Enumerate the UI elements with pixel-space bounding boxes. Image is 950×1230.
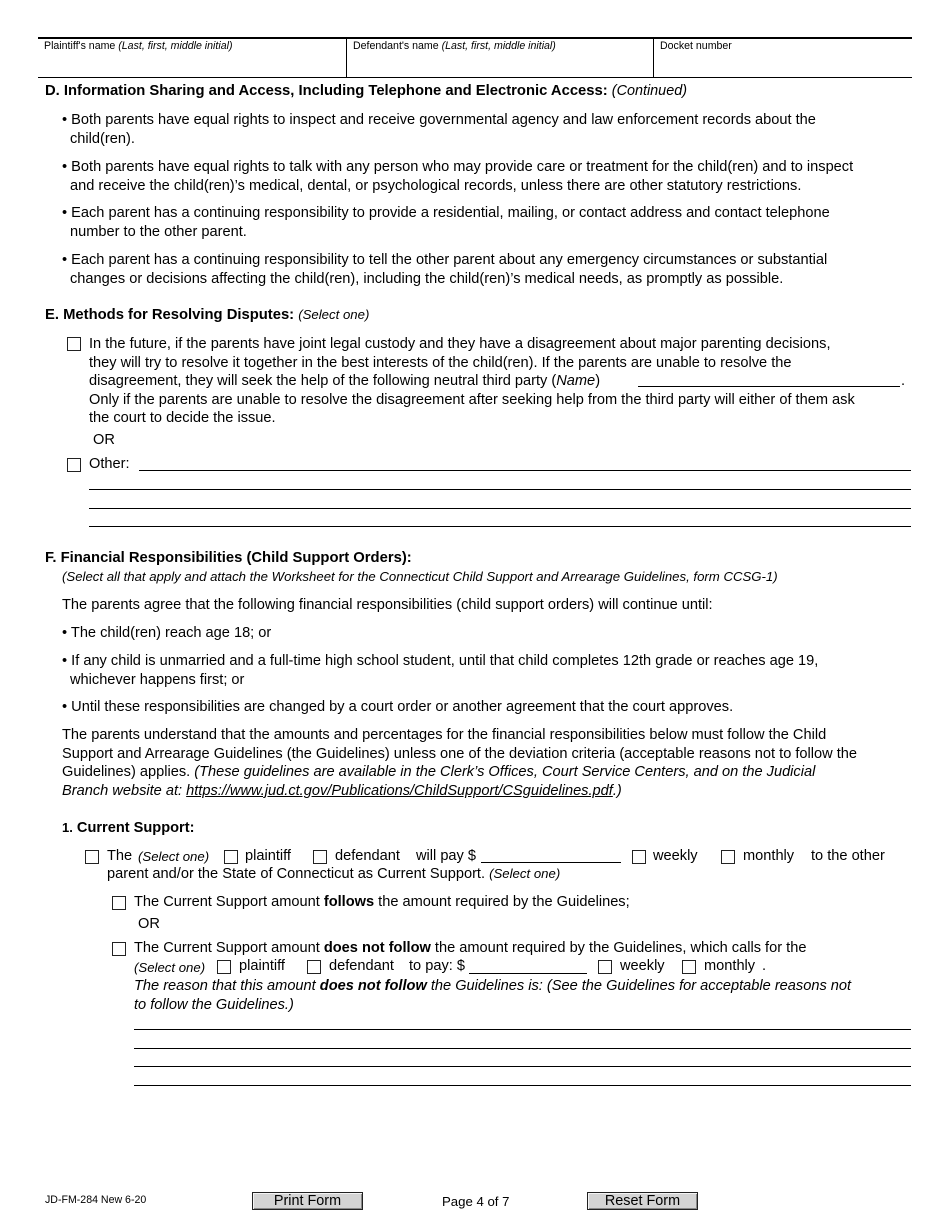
reason-line: to follow the Guidelines.) bbox=[134, 996, 294, 1013]
section-e-title: E. Methods for Resolving Disputes: bbox=[45, 307, 295, 323]
reason-text-bold: does not follow bbox=[319, 978, 427, 994]
nf-select-hint: (Select one) bbox=[134, 960, 206, 975]
neutral-third-party-checkbox[interactable] bbox=[67, 337, 81, 351]
follows-guidelines-checkbox[interactable] bbox=[112, 896, 126, 910]
section-d-bullet-3 bbox=[62, 204, 830, 241]
bullet-text: number to the other parent. bbox=[70, 223, 247, 240]
plaintiff-name-hint: (Last, first, middle initial) bbox=[118, 40, 233, 52]
cs-defendant-checkbox[interactable] bbox=[313, 850, 327, 864]
plaintiff-name-value[interactable] bbox=[38, 53, 346, 77]
section-e-select-hint: (Select one) bbox=[298, 307, 370, 322]
other-method-label: Other: bbox=[89, 456, 130, 472]
cs-weekly-checkbox[interactable] bbox=[632, 850, 646, 864]
paragraph-line: Support and Arrearage Guidelines (the Guidelines) unless one of the deviation criteria (acceptable reasons not to follow the bbox=[62, 745, 858, 762]
nf-text-bold: does not follow bbox=[323, 940, 431, 956]
section-e-or: OR bbox=[93, 432, 115, 448]
plaintiff-name-field[interactable] bbox=[38, 39, 346, 77]
paragraph-line bbox=[62, 782, 857, 801]
bullet-text: changes or decisions affecting the child(ren), including the child(ren)’s medical needs, as promptly as possible. bbox=[70, 270, 784, 287]
cs-amount-field[interactable] bbox=[481, 862, 621, 863]
nf-plaintiff-label: plaintiff bbox=[239, 958, 285, 974]
section-f-bullet-1: • The child(ren) reach age 18; or bbox=[62, 625, 272, 641]
reason-text-part: the Guidelines is: (See the Guidelines for acceptable reasons not bbox=[426, 978, 852, 994]
section-d-bullet-2 bbox=[62, 158, 853, 195]
other-method-line-3[interactable] bbox=[89, 508, 911, 509]
section-f-bullet-2 bbox=[62, 652, 818, 689]
bullet-text: and receive the child(ren)’s medical, dental, or psychological records, unless there are other statutory restrictions. bbox=[70, 177, 802, 194]
nf-text: The Current Support amount bbox=[134, 940, 324, 956]
nf-weekly-label: weekly bbox=[620, 958, 665, 974]
paragraph-text: Branch website at: bbox=[62, 782, 187, 799]
other-method-line-4[interactable] bbox=[89, 526, 911, 527]
nf-to-pay-label: to pay: $ bbox=[409, 958, 465, 974]
nf-defendant-label: defendant bbox=[329, 958, 394, 974]
bullet-text: • Each parent has a continuing responsibility to tell the other parent about any emergency circumstances or substantial bbox=[62, 252, 828, 268]
cs-line-2-text: parent and/or the State of Connecticut as Current Support. bbox=[107, 866, 486, 882]
bullet-text: whichever happens first; or bbox=[70, 671, 245, 688]
nf-monthly-label: monthly bbox=[704, 958, 756, 974]
cs-defendant-label: defendant bbox=[335, 848, 400, 864]
neutral-third-party-option bbox=[89, 335, 855, 428]
section-d-heading bbox=[45, 83, 687, 99]
does-not-follow-text bbox=[134, 940, 806, 956]
other-method-line-2[interactable] bbox=[89, 489, 911, 490]
defendant-name-hint: (Last, first, middle initial) bbox=[441, 40, 556, 52]
print-form-button[interactable]: Print Form bbox=[252, 1192, 363, 1210]
nf-defendant-checkbox[interactable] bbox=[307, 960, 321, 974]
cs-or: OR bbox=[138, 916, 160, 932]
paragraph-line bbox=[62, 763, 857, 782]
nf-monthly-checkbox[interactable] bbox=[682, 960, 696, 974]
guidelines-link[interactable]: https://www.jud.ct.gov/Publications/ChildSupport/CSguidelines.pdf bbox=[186, 782, 613, 799]
cs-will-pay-label: will pay $ bbox=[416, 848, 477, 864]
does-not-follow-checkbox[interactable] bbox=[112, 942, 126, 956]
neutral-third-party-name-field[interactable] bbox=[638, 386, 900, 387]
option-text bbox=[89, 372, 855, 391]
docket-number-field[interactable] bbox=[653, 39, 912, 77]
cs-monthly-label: monthly bbox=[743, 848, 795, 864]
follows-text-bold: follows bbox=[323, 894, 375, 910]
name-period: . bbox=[901, 373, 906, 389]
case-header bbox=[38, 37, 912, 78]
cs-line-2 bbox=[107, 866, 560, 882]
bullet-text: child(ren). bbox=[70, 130, 135, 147]
section-d-title: D. Information Sharing and Access, Including Telephone and Electronic Access: bbox=[45, 83, 608, 99]
other-method-checkbox[interactable] bbox=[67, 458, 81, 472]
reason-line-4[interactable] bbox=[134, 1085, 911, 1086]
nf-text: the amount required by the Guidelines, which calls for the bbox=[430, 940, 807, 956]
other-method-line-1[interactable] bbox=[139, 470, 911, 471]
nf-amount-field[interactable] bbox=[469, 973, 587, 974]
docket-number-label: Docket number bbox=[660, 40, 732, 52]
reset-form-button[interactable]: Reset Form bbox=[587, 1192, 698, 1210]
current-support-checkbox[interactable] bbox=[85, 850, 99, 864]
section-d-continued: (Continued) bbox=[611, 83, 687, 99]
section-f-title: F. Financial Responsibilities (Child Support Orders): bbox=[45, 550, 412, 566]
bullet-text: • Both parents have equal rights to talk with any person who may provide care or treatment for the child(ren) and to inspect bbox=[62, 159, 854, 175]
section-f-intro: The parents agree that the following financial responsibilities (child support orders) will continue until: bbox=[62, 597, 713, 613]
reason-line-1[interactable] bbox=[134, 1029, 911, 1030]
cs-select-hint: (Select one) bbox=[138, 849, 210, 864]
cs-plaintiff-label: plaintiff bbox=[245, 848, 291, 864]
name-hint: Name bbox=[556, 373, 596, 390]
nf-weekly-checkbox[interactable] bbox=[598, 960, 612, 974]
current-support-number: 1. bbox=[62, 820, 73, 835]
cs-monthly-checkbox[interactable] bbox=[721, 850, 735, 864]
reason-text bbox=[134, 977, 851, 1014]
paragraph-line: The parents understand that the amounts and percentages for the financial responsibilities below must follow the Child bbox=[62, 727, 827, 743]
option-text: they will try to resolve it together in the best interests of the child(ren). If the parents are unable to resolve the bbox=[89, 354, 792, 371]
defendant-name-label: Defendant's name bbox=[353, 40, 439, 52]
cs-line-2-select-hint: (Select one) bbox=[489, 866, 561, 881]
paragraph-text: (These guidelines are available in the Clerk’s Offices, Court Service Centers, and on the Judicial bbox=[194, 764, 816, 781]
option-text: In the future, if the parents have joint legal custody and they have a disagreement about major parenting decisions, bbox=[89, 336, 831, 352]
section-f-bullet-3: • Until these responsibilities are changed by a court order or another agreement that the court approves. bbox=[62, 699, 734, 715]
section-d-bullet-1 bbox=[62, 111, 816, 148]
cs-weekly-label: weekly bbox=[653, 848, 698, 864]
paragraph-text: .) bbox=[612, 782, 622, 799]
form-id: JD-FM-284 New 6-20 bbox=[45, 1194, 147, 1206]
cs-the-label: The bbox=[107, 848, 133, 864]
section-e-heading bbox=[45, 307, 369, 323]
reason-line bbox=[134, 977, 851, 996]
follows-guidelines-text bbox=[134, 894, 630, 910]
nf-plaintiff-checkbox[interactable] bbox=[217, 960, 231, 974]
option-text-part: ) bbox=[595, 373, 601, 390]
bullet-text: • Both parents have equal rights to inspect and receive governmental agency and law enforcement records about the bbox=[62, 112, 816, 128]
current-support-title: Current Support: bbox=[76, 820, 195, 836]
option-text: the court to decide the issue. bbox=[89, 410, 276, 427]
section-d-bullet-4 bbox=[62, 251, 827, 288]
reason-line-3[interactable] bbox=[134, 1066, 911, 1067]
reason-text-part: The reason that this amount bbox=[134, 978, 320, 994]
plaintiff-name-label: Plaintiff's name bbox=[44, 40, 116, 52]
bullet-text: • Each parent has a continuing responsibility to provide a residential, mailing, or contact address and contact telephone bbox=[62, 205, 830, 221]
reason-line-2[interactable] bbox=[134, 1048, 911, 1049]
guidelines-paragraph bbox=[62, 726, 857, 800]
paragraph-text: Guidelines) applies. bbox=[62, 764, 195, 781]
follows-text: The Current Support amount bbox=[134, 894, 324, 910]
docket-number-value[interactable] bbox=[654, 53, 912, 77]
bullet-text: • If any child is unmarried and a full-time high school student, until that child completes 12th grade or reaches age 19, bbox=[62, 653, 819, 669]
section-f-subtitle: (Select all that apply and attach the Worksheet for the Connecticut Child Support and Arrearage Guidelines, form CCSG-1) bbox=[62, 569, 778, 584]
follows-text: the amount required by the Guidelines; bbox=[374, 894, 630, 910]
nf-period: . bbox=[762, 958, 767, 974]
option-text: Only if the parents are unable to resolve the disagreement after seeking help from the third party will either of them ask bbox=[89, 391, 855, 408]
current-support-heading bbox=[62, 820, 194, 836]
cs-to-other-label: to the other bbox=[811, 848, 885, 864]
cs-plaintiff-checkbox[interactable] bbox=[224, 850, 238, 864]
defendant-name-value[interactable] bbox=[347, 53, 653, 77]
option-text-part: disagreement, they will seek the help of the following neutral third party ( bbox=[89, 373, 557, 390]
page-number: Page 4 of 7 bbox=[442, 1194, 510, 1209]
defendant-name-field[interactable] bbox=[346, 39, 653, 77]
